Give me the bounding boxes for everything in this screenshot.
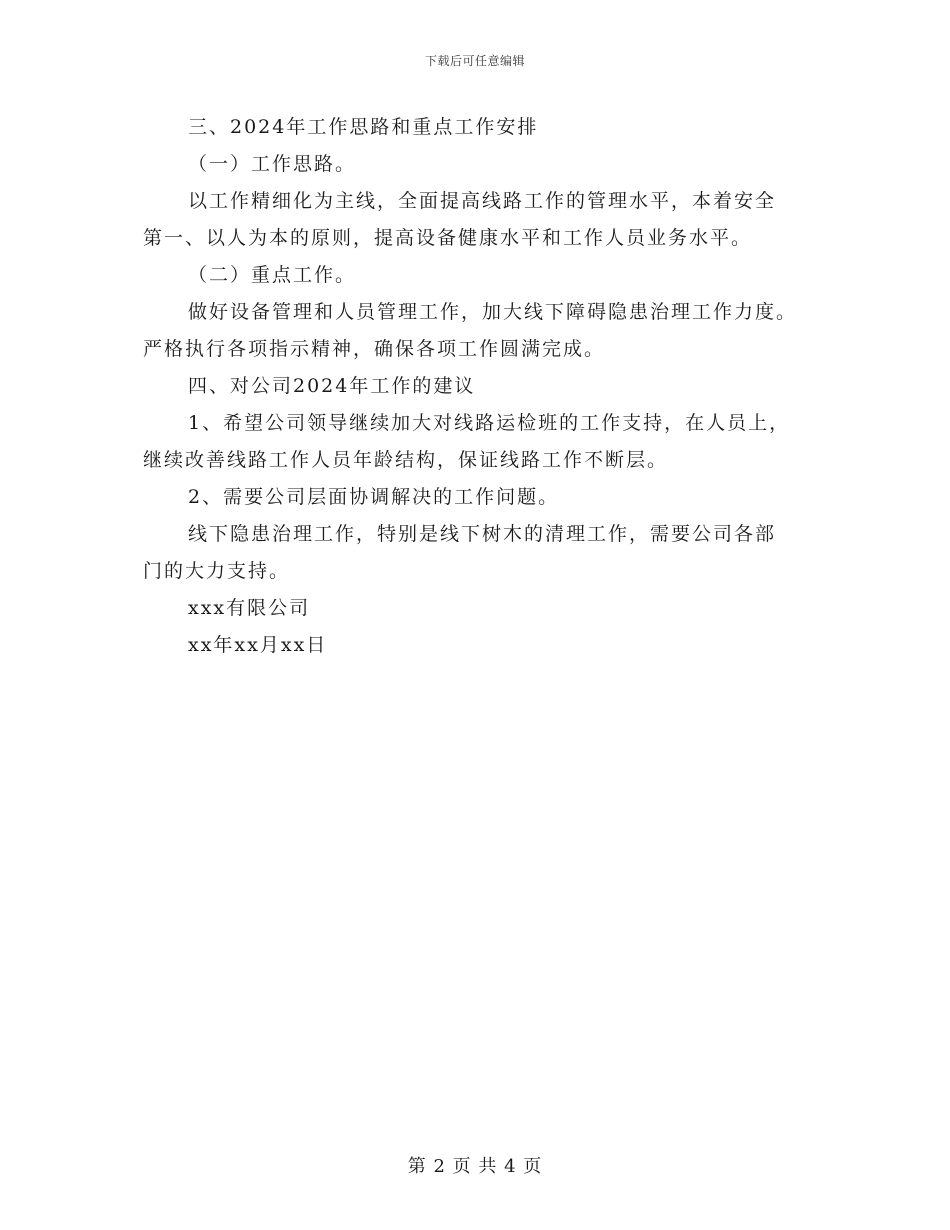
paragraph-line: 线下隐患治理工作，特别是线下树木的清理工作，需要公司各部 xyxy=(188,523,777,545)
paragraph-line: 2、需要公司层面协调解决的工作问题。 xyxy=(188,486,560,508)
paragraph-line: 严格执行各项指示精神，确保各项工作圆满完成。 xyxy=(143,338,606,360)
paragraph-line: 第一、以人为本的原则，提高设备健康水平和工作人员业务水平。 xyxy=(143,227,753,249)
paragraph-line: 门的大力支持。 xyxy=(143,560,291,582)
paragraph-line: 以工作精细化为主线，全面提高线路工作的管理水平，本着安全 xyxy=(188,190,777,212)
section-heading: 四、对公司2024年工作的建议 xyxy=(188,375,476,397)
company-name: xxx有限公司 xyxy=(188,597,311,619)
page-number: 第 2 页 共 4 页 xyxy=(407,1156,543,1177)
paragraph-line: 做好设备管理和人员管理工作，加大线下障碍隐患治理工作力度。 xyxy=(188,301,798,323)
paragraph-line: 继续改善线路工作人员年龄结构，保证线路工作不断层。 xyxy=(143,449,669,471)
subsection-heading: （一）工作思路。 xyxy=(188,153,357,175)
document-body xyxy=(143,109,813,664)
document-date: xx年xx月xx日 xyxy=(188,634,328,656)
section-heading: 三、2024年工作思路和重点工作安排 xyxy=(188,116,539,138)
header-note: 下载后可任意编辑 xyxy=(424,54,525,68)
subsection-heading: （二）重点工作。 xyxy=(188,264,357,286)
paragraph-line: 1、希望公司领导继续加大对线路运检班的工作支持，在人员上， xyxy=(188,412,791,434)
